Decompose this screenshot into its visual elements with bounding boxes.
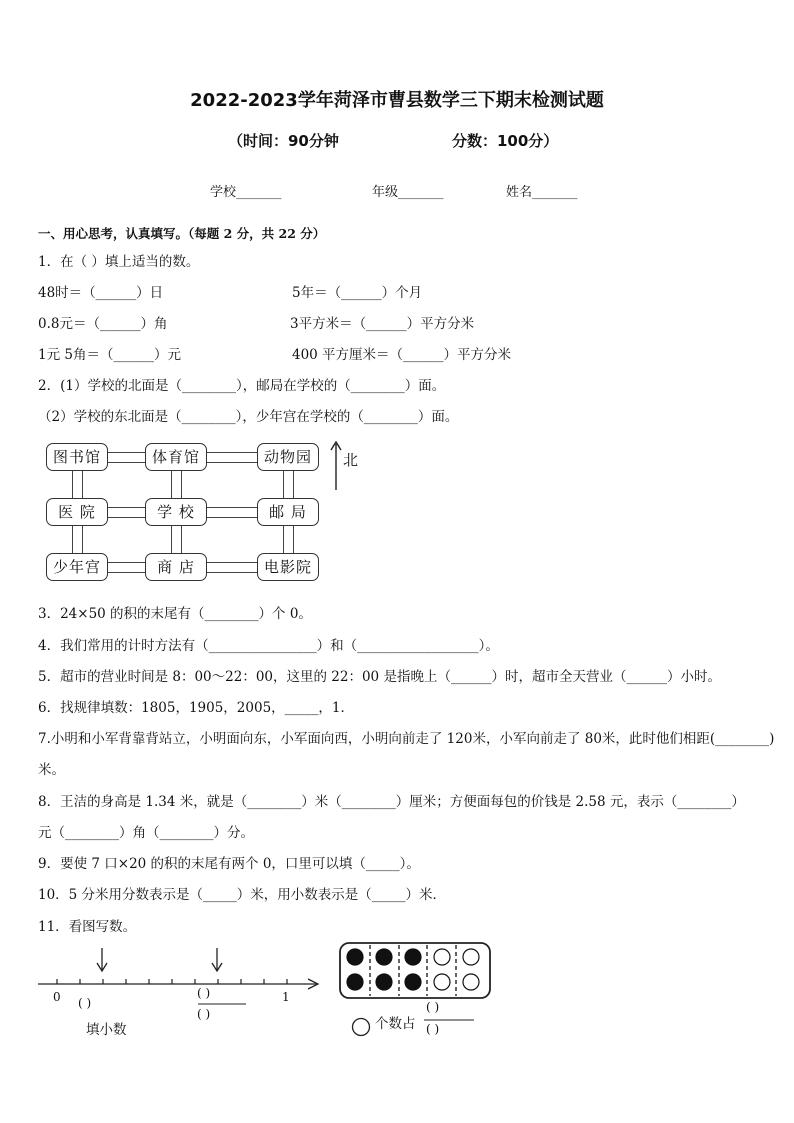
empty-dot xyxy=(434,974,450,990)
filled-dot xyxy=(347,974,363,990)
exam-time: （时间：90分钟 xyxy=(228,132,339,150)
map-youth-palace: 少年宫 xyxy=(46,553,108,581)
q10[interactable]: 10．5 分米用分数表示是（_____）米，用小数表示是（_____）米． xyxy=(38,887,447,903)
fraction-top-blank[interactable]: ( ) xyxy=(426,1000,440,1014)
north-label: 北 xyxy=(343,451,359,469)
map-zoo: 动物园 xyxy=(257,443,319,471)
numberline-one: 1 xyxy=(282,990,290,1004)
map-post-office: 邮 局 xyxy=(257,498,319,526)
q4[interactable]: 4．我们常用的计时方法有（________________）和（__________________）。 xyxy=(38,638,499,654)
dot-box xyxy=(338,940,494,1002)
exam-score: 分数：100分） xyxy=(452,132,559,150)
q6[interactable]: 6．找规律填数：1805，1905，2005，_____，1． xyxy=(38,700,354,716)
q3[interactable]: 3．24×50 的积的末尾有（________）个 0。 xyxy=(38,606,312,622)
north-arrow-icon xyxy=(330,440,342,492)
q9[interactable]: 9．要使 7 口×20 的积的末尾有两个 0，口里可以填（_____）。 xyxy=(38,856,420,872)
name-field[interactable]: 姓名_______ xyxy=(506,185,578,200)
school-field[interactable]: 学校_______ xyxy=(210,185,282,200)
q2-line2[interactable]: （2）学校的东北面是（________），少年宫在学校的（________）面。 xyxy=(38,409,459,425)
empty-dot xyxy=(463,949,479,965)
fraction-denominator-blank[interactable]: ( ) xyxy=(197,1007,211,1021)
road xyxy=(72,525,83,555)
q1-item-e[interactable]: 1元 5角＝（______）元 xyxy=(38,347,181,363)
map-school: 学 校 xyxy=(145,498,207,526)
filled-dot xyxy=(376,974,392,990)
road xyxy=(283,470,294,500)
q1-item-c[interactable]: 0.8元＝（______）角 xyxy=(38,316,168,332)
q2-line1[interactable]: 2．(1）学校的北面是（________），邮局在学校的（________）面。 xyxy=(38,378,446,394)
road xyxy=(171,525,182,555)
map-store: 商 店 xyxy=(145,553,207,581)
decimal-blank[interactable]: ( ) xyxy=(78,996,92,1010)
fill-decimal-label: 填小数 xyxy=(86,1022,127,1038)
q8-line2[interactable]: 元（________）角（________）分。 xyxy=(38,825,254,841)
fraction-bottom-blank[interactable]: ( ) xyxy=(426,1022,440,1036)
road xyxy=(283,525,294,555)
empty-dot xyxy=(463,974,479,990)
map-library: 图书馆 xyxy=(46,443,108,471)
q1-item-f[interactable]: 400 平方厘米＝（______）平方分米 xyxy=(292,347,512,363)
map-gym: 体育馆 xyxy=(145,443,207,471)
q11-stem: 11．看图写数。 xyxy=(38,919,137,935)
page-title: 2022-2023学年菏泽市曹县数学三下期末检测试题 xyxy=(190,90,604,111)
q1-item-a[interactable]: 48时＝（______）日 xyxy=(38,285,164,301)
q7-line2: 米。 xyxy=(38,762,65,778)
fraction-numerator-blank[interactable]: ( ) xyxy=(197,986,211,1000)
answer-circle[interactable] xyxy=(350,1016,372,1038)
q5[interactable]: 5．超市的营业时间是 8：00～22：00，这里的 22：00 是指晚上（______）时，超市全天营业（______）小时。 xyxy=(38,669,721,685)
q7-line1[interactable]: 7.小明和小军背靠背站立，小明面向东，小军面向西，小明向前走了 120米，小军向前走了 80米，此时他们相距(________) xyxy=(38,731,775,747)
road xyxy=(72,470,83,500)
filled-dot xyxy=(347,949,363,965)
empty-dot xyxy=(434,949,450,965)
q8-line1[interactable]: 8．王洁的身高是 1.34 米，就是（________）米（________）厘米；方便面每包的价钱是 2.58 元，表示（________） xyxy=(38,794,745,810)
filled-dot xyxy=(405,949,421,965)
grade-field[interactable]: 年级_______ xyxy=(372,185,444,200)
q1-item-d[interactable]: 3平方米＝（______）平方分米 xyxy=(290,316,475,332)
count-label: 个数占 xyxy=(375,1016,416,1032)
map-cinema: 电影院 xyxy=(257,553,319,581)
road xyxy=(171,470,182,500)
section-heading: 一、用心思考，认真填写。（每题 2 分，共 22 分） xyxy=(38,226,326,241)
filled-dot xyxy=(376,949,392,965)
filled-dot xyxy=(405,974,421,990)
map-hospital: 医 院 xyxy=(46,498,108,526)
q1-stem: 1．在（ ）填上适当的数。 xyxy=(38,254,200,270)
q1-item-b[interactable]: 5年＝（______）个月 xyxy=(292,285,423,301)
numberline-zero: 0 xyxy=(53,990,61,1004)
